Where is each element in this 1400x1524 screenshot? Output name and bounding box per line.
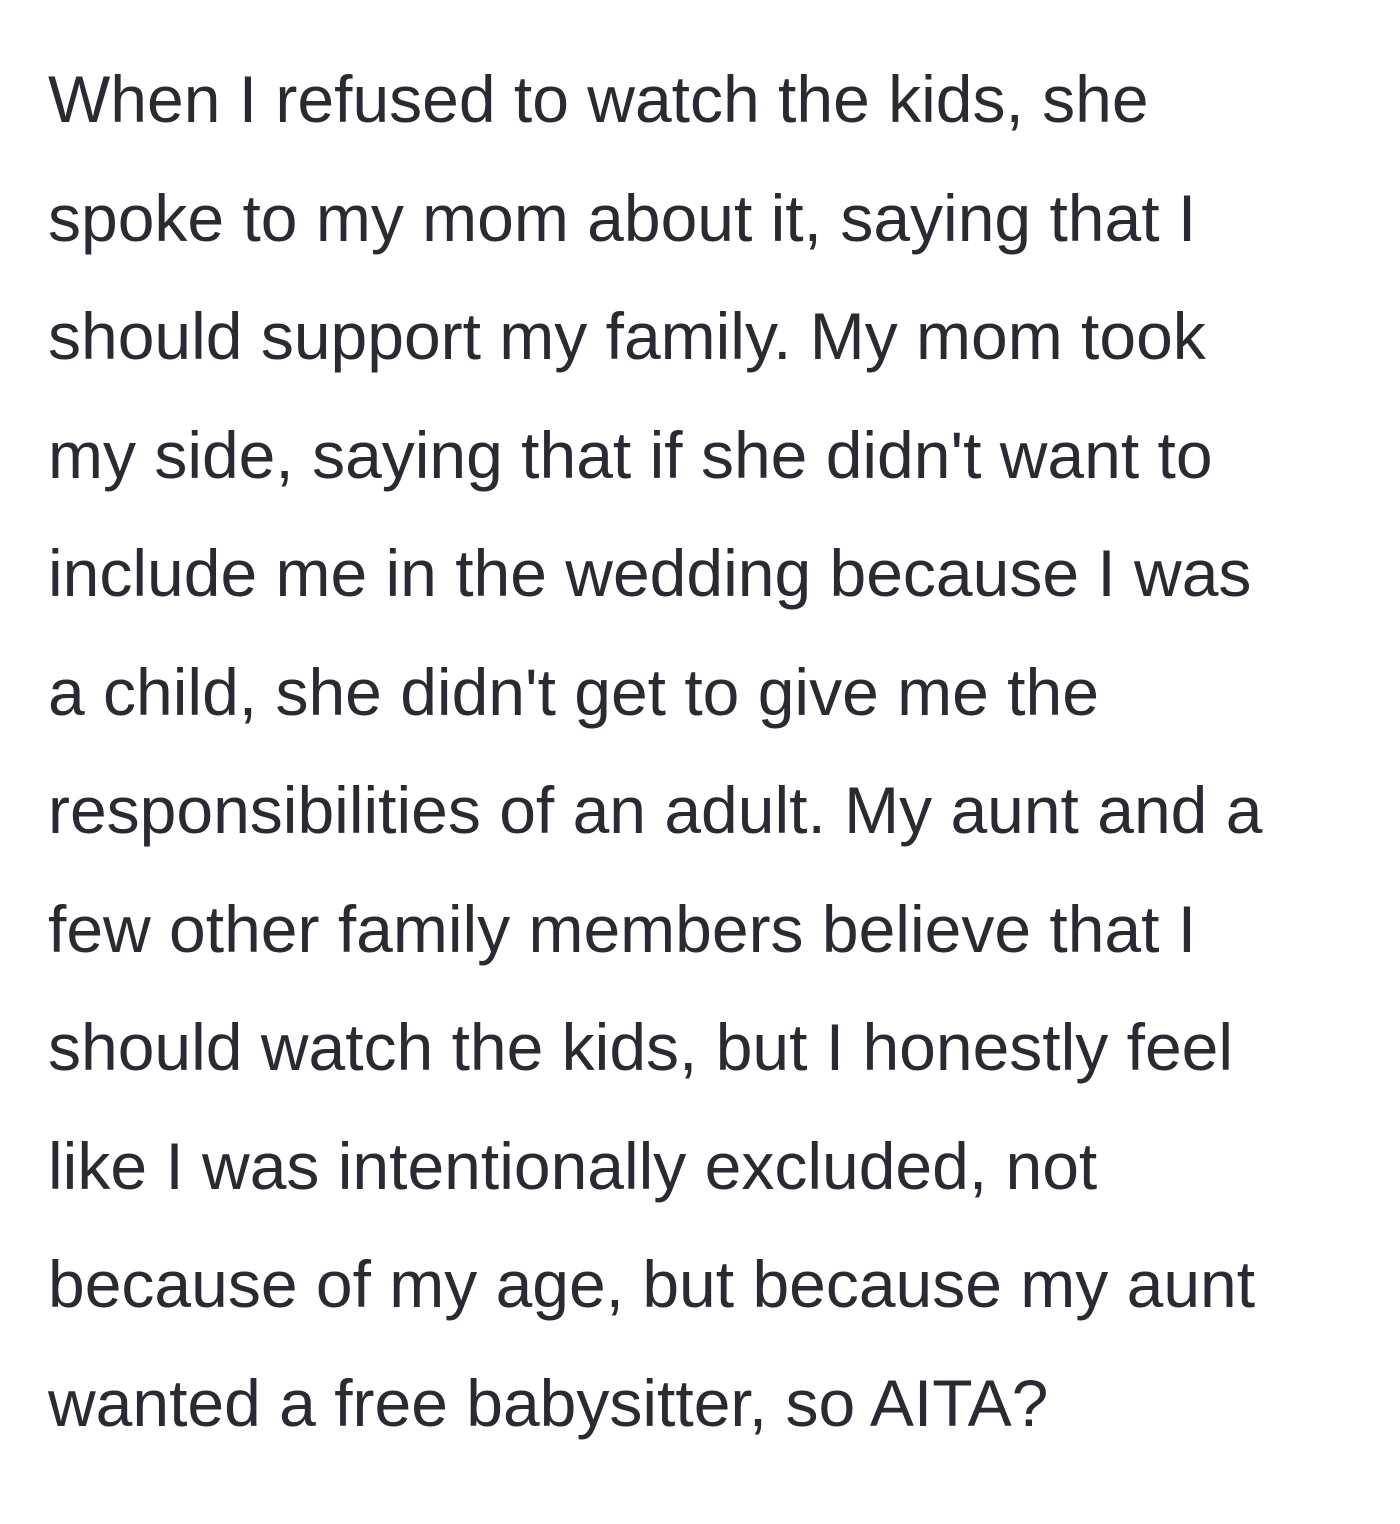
paragraph-line: When I refused to watch the kids, she	[48, 62, 1149, 136]
paragraph-line: few other family members believe that I	[48, 891, 1197, 966]
paragraph-line: my side, saying that if she didn't want to	[48, 417, 1213, 492]
post-paragraph	[48, 40, 1368, 1462]
paragraph-line: a child, she didn't get to give me the	[48, 654, 1099, 729]
post-body	[48, 40, 1368, 1462]
paragraph-line: should support my family. My mom took	[48, 299, 1206, 373]
paragraph-line: because of my age, but because my aunt	[48, 1247, 1256, 1321]
paragraph-line: wanted a free babysitter, so AITA?	[48, 1365, 1049, 1440]
paragraph-line: responsibilities of an adult. My aunt and a	[48, 773, 1263, 847]
paragraph-line: spoke to my mom about it, saying that I	[48, 180, 1197, 255]
paragraph-line: include me in the wedding because I was	[48, 536, 1252, 610]
paragraph-line: should watch the kids, but I honestly feel	[48, 1010, 1234, 1084]
paragraph-line: like I was intentionally excluded, not	[48, 1128, 1098, 1203]
